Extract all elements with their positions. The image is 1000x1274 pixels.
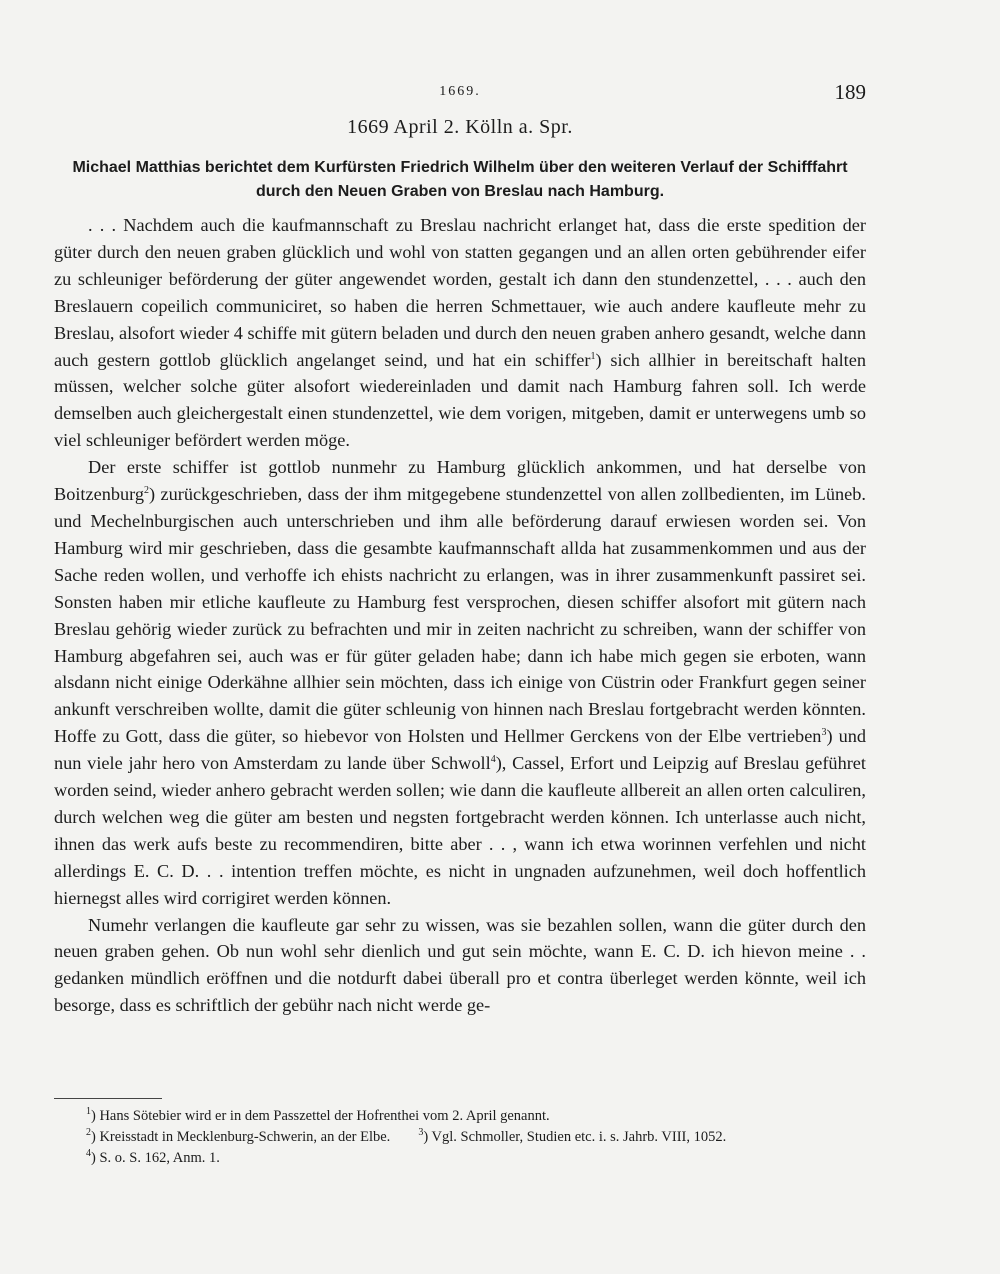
footnote-2-mark: 2 xyxy=(86,1127,91,1139)
footnote-2-text: ) Kreisstadt in Mecklenburg-Schwerin, an der Elbe. xyxy=(91,1129,391,1145)
footnote-ref-3: 3 xyxy=(821,727,827,739)
paragraph-2 xyxy=(54,454,866,911)
paragraph-1-text-a: . . . Nachdem auch die kaufmannschaft zu Breslau nachricht erlanget hat, dass die erste spedition der güter durch den neuen graben glücklich und wohl von statten gegangen und an allen orten gebührender eifer zu schleuniger beförderung der güter angewendet worden, gestalt ich dann den stundenzettel, . . . auch den Breslauern copeilich communiciret, so haben die herren Schmettauer, wie auch andere kaufleute mehr zu Breslau, alsofort wieder 4 schiffe mit gütern beladen und durch den neuen graben anhero gesandt, welche dann auch gestern gottlob glücklich angelanget seind, und hat ein schiffer xyxy=(54,215,866,370)
running-head xyxy=(54,80,866,110)
footnote-4-mark: 4 xyxy=(86,1148,91,1160)
footnote-3-mark: 3 xyxy=(418,1127,424,1139)
running-head-year: 1669. xyxy=(439,84,481,99)
document-date-place: 1669 April 2. Kölln a. Spr. xyxy=(347,116,573,138)
footnote-1-text: ) Hans Sötebier wird er in dem Passzettel der Hofrenthei vom 2. April genannt. xyxy=(91,1108,550,1124)
paragraph-2-text-a: Der erste schiffer ist gottlob nunmehr zu Hamburg glücklich ankommen, und hat derselbe von Boitzenburg xyxy=(54,457,866,505)
paragraph-3: Numehr verlangen die kaufleute gar sehr zu wissen, was sie bezahlen sollen, wann die güter durch den neuen graben gehen. Ob nun wohl sehr dienlich und gut sein möchte, wann E. C. D. ich hievon meine . . gedanken mündlich eröffnen und die notdurft dabei überall pro et contra überleget werden könnte, weil ich besorge, dass es schriftlich der gebühr nach nicht werde ge- xyxy=(54,914,866,1016)
footnote-3-text: ) Vgl. Schmoller, Studien etc. i. s. Jahrb. VIII, 1052. xyxy=(423,1129,727,1145)
footnote-4 xyxy=(86,1148,866,1169)
summary-line-2: durch den Neuen Graben von Breslau nach Hamburg. xyxy=(255,183,665,200)
footnote-1 xyxy=(86,1106,866,1127)
footnote-4-text: ) S. o. S. 162, Anm. 1. xyxy=(91,1150,220,1166)
footnote-1-mark: 1 xyxy=(86,1106,91,1118)
footnote-ref-1: 1 xyxy=(590,350,596,362)
footnotes xyxy=(86,1106,866,1169)
footnote-ref-2: 2 xyxy=(144,484,150,496)
letter-body xyxy=(54,212,866,1019)
document-summary xyxy=(54,156,866,204)
footnote-2-3-line xyxy=(86,1127,866,1148)
paragraph-1-text-b: ) sich allhier in bereitschaft halten müssen, welcher solche güter alsofort wiedereinladen und damit nach Hamburg fahren soll. Ich werde demselben auch gleichergestalt einen stundenzettel, wie dem vorigen, mitgeben, damit er unterwegens umb so viel schleuniger befördert werden möge. xyxy=(54,349,866,451)
paragraph-2-text-d: ), Cassel, Erfort und Leipzig auf Breslau geführet worden seind, wieder anhero gebracht werden sollen; wie dann die kaufleute allbereit an allen orten calculiren, durch welchen weg die güter am besten und negsten fortgebracht werden können. Ich unterlasse auch nicht, ihnen das werk aufs beste zu recommendiren, bitte aber . . , wann ich etwa worinnen verfehlen und nicht allerdings E. C. D. . . intention treffen möchte, es nicht in ungnaden aufzunehmen, weil doch hoffentlich hiernegst alles wird corrigiret werden können. xyxy=(54,753,866,908)
summary-line-1: Michael Matthias berichtet dem Kurfürsten Friedrich Wilhelm über den weiteren Verlauf der Schifffahrt xyxy=(72,159,848,176)
paragraph-1 xyxy=(54,212,866,454)
footnote-rule xyxy=(54,1098,162,1099)
page-number: 189 xyxy=(834,80,866,104)
footnote-ref-4: 4 xyxy=(490,754,496,766)
paragraph-2-text-c: ) und nun viele jahr hero von Amsterdam zu lande über Schwoll xyxy=(54,726,866,774)
paragraph-2-text-b: ) zurückgeschrieben, dass der ihm mitgegebene stundenzettel von allen zollbedienten, im Lüneb. und Mechelnburgischen auch unterschrieben und ihm alle beförderung darauf erwiesen worden sei. Von Hamburg wird mir geschrieben, dass die gesambte kaufmannschaft allda hat zusammenkommen und aus der Sache reden wollen, und verhoffe ich ehists nachricht zu erlangen, was in ihrer zusammenkunft passiret sei. Sonsten haben mir etliche kaufleute zu Hamburg fest versprochen, diesen schiffer alsofort mit gütern nach Breslau gehörig wieder zurück zu befrachten und mir in zeiten nachricht zu schreiben, wann der schiffer von Hamburg abgefahren sei, auch was er für güter geladen habe; dann ich habe mich gegen sie erboten, wann alsdann nicht einige Oderkähne allhier sein möchten, dass ich einige von Cüstrin oder Frankfurt gegen seiner ankunft verschreiben wollte, damit die güter schleunig von hinnen nach Breslau fortgebracht werden könnten. Hoffe zu Gott, dass die güter, so hiebevor von Holsten und Hellmer Gerckens von der Elbe vertrieben xyxy=(54,484,866,747)
